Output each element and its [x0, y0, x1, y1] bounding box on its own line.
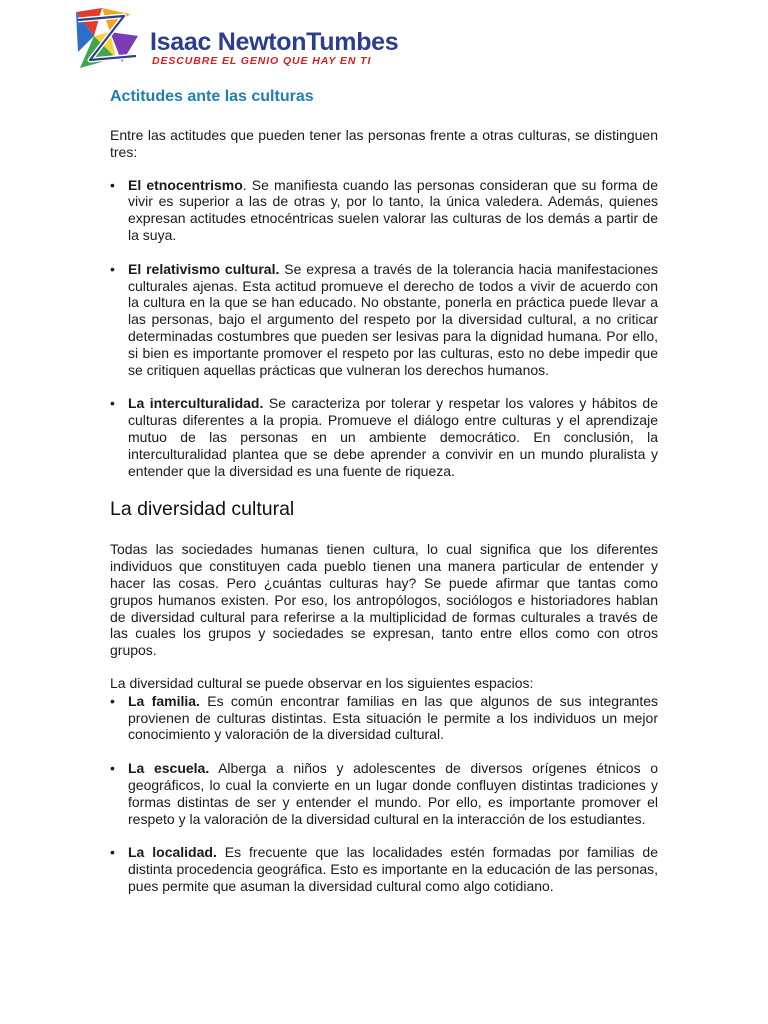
list-item-term: La escuela. [128, 760, 210, 777]
bullet-icon: • [110, 844, 115, 861]
bullet-icon: • [110, 176, 115, 193]
list-item-text: . Se manifiesta cuando las personas consideran que su forma de vivir es superior a las de otras y, por lo tanto, la única valedera. Además, quienes expresan actitudes etnocéntricas suelen valorar las culturas de los demás a partir de la suya. [128, 176, 658, 243]
document-body [110, 86, 658, 895]
bullet-icon: • [110, 692, 115, 709]
list-item [110, 261, 658, 379]
list-item [110, 395, 658, 479]
list-item [110, 844, 658, 894]
logo [72, 6, 402, 72]
list-item-term: El etnocentrismo [128, 176, 243, 193]
list-item [110, 177, 658, 244]
bullet-icon: • [110, 395, 115, 412]
attitudes-list [110, 177, 658, 480]
spaces-intro-paragraph: La diversidad cultural se puede observar en los siguientes espacios: [110, 674, 534, 691]
list-item-text: Alberga a niños y adolescentes de diversos orígenes étnicos o geográficos, lo cual la convierte en un lugar donde confluyen distintas tradiciones y formas distintas de ser y entender el mundo. Por ello, es importante promover el respeto y la valoración de la diversidad cultural en la interacción de los estudiantes. [128, 760, 659, 827]
list-item-term: La interculturalidad. [128, 395, 264, 412]
list-item [110, 760, 658, 827]
list-item-text: Es frecuente que las localidades estén formadas por familias de distinta procedencia geográfica. Esto es importante en la educación de las personas, pues permite que asuman la diversidad cultural como algo cotidiano. [128, 844, 658, 894]
list-item-text: Se caracteriza por tolerar y respetar los valores y hábitos de culturas diferentes a la propia. Promueve el diálogo entre culturas y el aprendizaje mutuo de las personas en un ambiente democrático. En conclusión, la interculturalidad plantea que se debe aprender a convivir en un mundo pluralista y entender que la diversidad es una fuente de riqueza. [128, 395, 658, 479]
list-item-text: Se expresa a través de la tolerancia hacia manifestaciones culturales ajenas. Esta actitud promueve el derecho de todos a vivir de acuerdo con la cultura en la que se han educado. No obstante, ponerla en práctica puede llevar a las personas, bajo el argumento del respeto por la diversidad cultural, a no criticar determinadas costumbres que pueden ser lesivas para la dignidad humana. Por ello, si bien es importante promover el respeto por las culturas, esto no debe impedir que se critiquen aquellas prácticas que vulneran los derechos humanos. [128, 260, 659, 378]
logo-name: Isaac NewtonTumbes [150, 28, 399, 56]
list-item-text: Es común encontrar familias en las que algunos de sus integrantes provienen de culturas distintas. Esta situación le permite a los individuos un mejor conocimiento y valoración de la diversidad cultural. [128, 692, 659, 743]
list-item-term: La familia. [128, 692, 200, 709]
bullet-icon: • [110, 760, 115, 777]
intro-paragraph: Entre las actitudes que pueden tener las personas frente a otras culturas, se distinguen tres: [110, 127, 658, 160]
list-item-term: La localidad. [128, 844, 217, 861]
list-item [110, 693, 658, 743]
bullet-icon: • [110, 260, 115, 277]
logo-tagline: DESCUBRE EL GENIO QUE HAY EN TI [152, 55, 372, 67]
diversity-paragraph: Todas las sociedades humanas tienen cultura, lo cual significa que los diferentes individuos que constituyen cada pueblo tienen una manera particular de entender y hacer las cosas. Pero ¿cuántas culturas hay? Se puede afirmar que tantas como grupos humanos existen. Por eso, los antropólogos, sociólogos e historiadores hablan de diversidad cultural para referirse a la multiplicidad de formas culturales a través de las cuales los grupos y sociedades se expresan, tanto entre ellos como con otros grupos. [110, 541, 658, 659]
logo-mark-icon [72, 6, 144, 72]
spaces-list [110, 693, 658, 895]
section-title-actitudes: Actitudes ante las culturas [110, 88, 314, 105]
list-item-term: El relativismo cultural. [128, 260, 280, 277]
section-title-diversidad: La diversidad cultural [110, 498, 295, 521]
